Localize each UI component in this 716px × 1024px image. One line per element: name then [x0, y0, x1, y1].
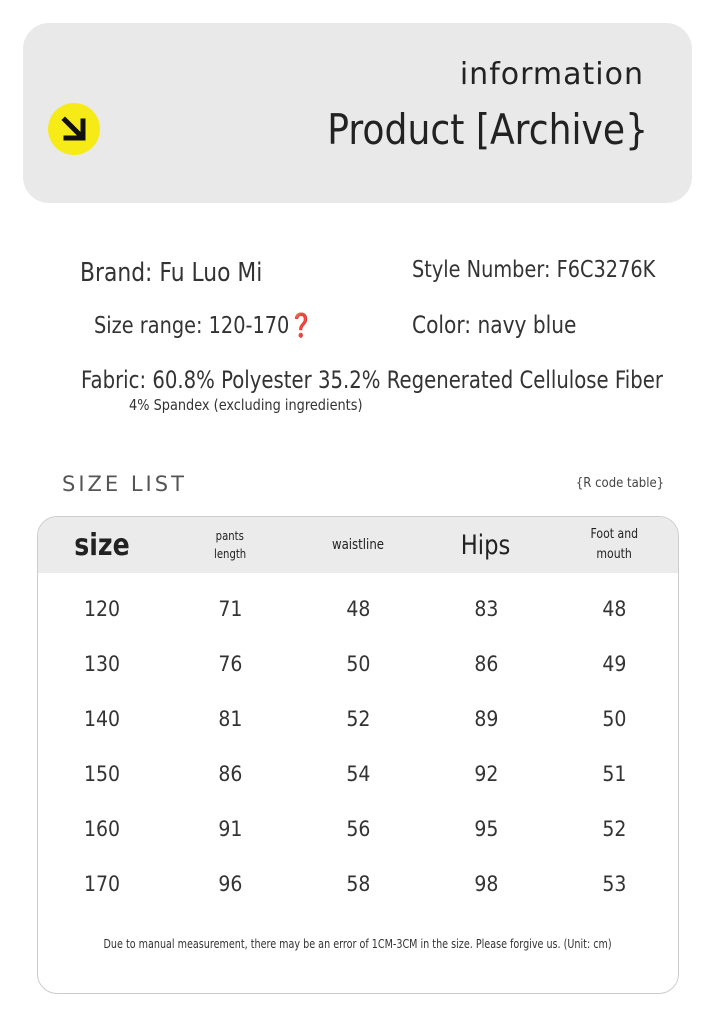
- footnote-text: Due to manual measurement, there may be an error of 1CM-3CM in the size. Please forgive us. (Unit: cm): [103, 937, 613, 951]
- cell-size: 160: [83, 816, 121, 841]
- cell-size: 170: [83, 871, 121, 896]
- cell-pants-length: 76: [217, 651, 243, 676]
- header-foot-line2: mouth: [596, 547, 632, 562]
- table-row: [38, 746, 678, 801]
- size-range-text: Size range: 120-170❓: [94, 313, 314, 339]
- header-hips: [422, 517, 550, 573]
- product-title: Product [Archive}: [327, 105, 648, 154]
- cell-hips: 98: [473, 871, 499, 896]
- cell-foot-mouth: 53: [601, 871, 627, 896]
- header-subtitle: information: [459, 57, 644, 92]
- header-foot-line1: Foot and: [590, 527, 638, 542]
- cell-waistline: 58: [345, 871, 371, 896]
- cell-hips: 95: [473, 816, 499, 841]
- header-card: [23, 23, 692, 203]
- fabric-text: Fabric: 60.8% Polyester 35.2% Regenerated Cellulose Fiber: [81, 366, 663, 394]
- cell-waistline: 52: [345, 706, 371, 731]
- cell-waistline: 54: [345, 761, 371, 786]
- cell-waistline: 50: [345, 651, 371, 676]
- header-hips-label: Hips: [461, 529, 511, 561]
- cell-size: 150: [83, 761, 121, 786]
- cell-pants-length: 91: [217, 816, 243, 841]
- cell-hips: 83: [473, 596, 499, 621]
- cell-size: 130: [83, 651, 121, 676]
- header-pants-line2: length: [213, 547, 247, 561]
- header-pants-line1: pants: [215, 529, 245, 543]
- fabric-note-text: 4% Spandex (excluding ingredients): [129, 396, 363, 414]
- arrow-badge: [48, 103, 100, 155]
- cell-foot-mouth: 49: [601, 651, 627, 676]
- header-foot-mouth: [550, 517, 678, 573]
- style-number-text: Style Number: F6C3276K: [412, 257, 656, 283]
- cell-foot-mouth: 50: [601, 706, 627, 731]
- cell-size: 120: [83, 596, 121, 621]
- code-table-label: {R code table}: [575, 476, 664, 491]
- size-table: [37, 516, 679, 994]
- measurement-footnote: [38, 937, 678, 951]
- table-row: [38, 856, 678, 911]
- cell-hips: 89: [473, 706, 499, 731]
- cell-foot-mouth: 52: [601, 816, 627, 841]
- cell-waistline: 56: [345, 816, 371, 841]
- cell-size: 140: [83, 706, 121, 731]
- table-row: [38, 636, 678, 691]
- arrow-down-right-icon: [48, 103, 100, 155]
- table-row: [38, 691, 678, 746]
- cell-pants-length: 96: [217, 871, 243, 896]
- cell-waistline: 48: [345, 596, 371, 621]
- table-row: [38, 581, 678, 636]
- color-text: Color: navy blue: [412, 311, 577, 339]
- table-row: [38, 801, 678, 856]
- header-pants-length: [166, 517, 294, 573]
- table-header: [38, 517, 678, 573]
- brand-text: Brand: Fu Luo Mi: [80, 258, 263, 288]
- cell-foot-mouth: 51: [601, 761, 627, 786]
- size-list-label: SIZE LIST: [62, 472, 187, 496]
- cell-foot-mouth: 48: [601, 596, 627, 621]
- header-waistline-label: waistline: [331, 537, 385, 553]
- cell-hips: 86: [473, 651, 499, 676]
- cell-pants-length: 71: [217, 596, 243, 621]
- cell-pants-length: 86: [217, 761, 243, 786]
- cell-hips: 92: [473, 761, 499, 786]
- header-size-label: size: [74, 527, 130, 563]
- cell-pants-length: 81: [217, 706, 243, 731]
- header-size: [38, 517, 166, 573]
- header-waistline: [294, 517, 422, 573]
